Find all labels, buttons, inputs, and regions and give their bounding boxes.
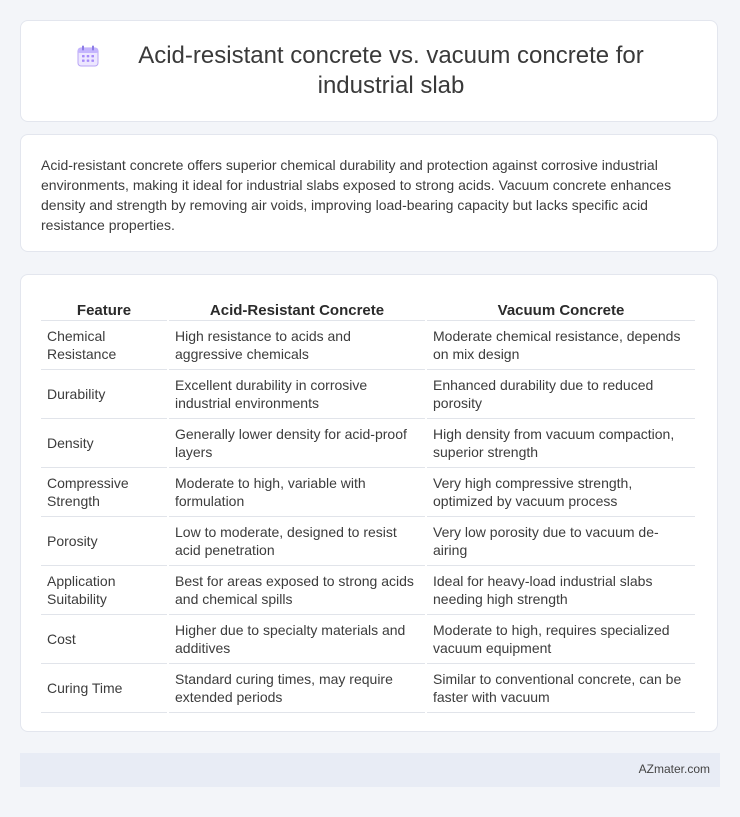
vacuum-cell: High density from vacuum compaction, superior strength (427, 419, 695, 468)
acid-resistant-cell: High resistance to acids and aggressive chemicals (169, 321, 425, 370)
feature-cell: Application Suitability (41, 566, 167, 615)
page-title: Acid-resistant concrete vs. vacuum concrete for industrial slab (138, 42, 644, 99)
vacuum-cell: Similar to conventional concrete, can be faster with vacuum (427, 664, 695, 713)
table-row (41, 419, 695, 468)
title-card (20, 20, 718, 122)
feature-cell: Durability (41, 370, 167, 419)
table-row (41, 468, 695, 517)
acid-resistant-cell: Generally lower density for acid-proof layers (169, 419, 425, 468)
vacuum-cell: Very high compressive strength, optimized by vacuum process (427, 468, 695, 517)
table-row (41, 517, 695, 566)
summary-text: Acid-resistant concrete offers superior chemical durability and protection against corrosive industrial environments, making it ideal for industrial slabs exposed to strong acids. Vacuum concrete enhances density and strength by removing air voids, improving load-bearing capacity but lacks specific acid resistance properties. (41, 157, 672, 233)
header-acid-resistant: Acid-Resistant Concrete (169, 295, 425, 321)
feature-cell: Chemical Resistance (41, 321, 167, 370)
table-row (41, 615, 695, 664)
acid-resistant-cell: Excellent durability in corrosive industrial environments (169, 370, 425, 419)
table-row (41, 321, 695, 370)
vacuum-cell: Very low porosity due to vacuum de-airing (427, 517, 695, 566)
feature-cell: Compressive Strength (41, 468, 167, 517)
comparison-table (39, 295, 697, 713)
table-row (41, 566, 695, 615)
title-wrap (69, 41, 669, 101)
feature-cell: Curing Time (41, 664, 167, 713)
acid-resistant-cell: Standard curing times, may require extended periods (169, 664, 425, 713)
header-vacuum: Vacuum Concrete (427, 295, 695, 321)
vacuum-cell: Moderate chemical resistance, depends on mix design (427, 321, 695, 370)
footer-brand: AZmater.com (638, 762, 710, 776)
table-row (41, 664, 695, 713)
calendar-icon (77, 45, 99, 67)
comparison-table-card (20, 274, 718, 732)
table-row (41, 370, 695, 419)
acid-resistant-cell: Low to moderate, designed to resist acid penetration (169, 517, 425, 566)
footer-bar (20, 753, 720, 787)
vacuum-cell: Moderate to high, requires specialized vacuum equipment (427, 615, 695, 664)
vacuum-cell: Enhanced durability due to reduced porosity (427, 370, 695, 419)
acid-resistant-cell: Best for areas exposed to strong acids and chemical spills (169, 566, 425, 615)
feature-cell: Density (41, 419, 167, 468)
table-header-row (41, 295, 695, 321)
summary-card (20, 134, 718, 252)
feature-cell: Porosity (41, 517, 167, 566)
vacuum-cell: Ideal for heavy-load industrial slabs needing high strength (427, 566, 695, 615)
acid-resistant-cell: Moderate to high, variable with formulation (169, 468, 425, 517)
feature-cell: Cost (41, 615, 167, 664)
acid-resistant-cell: Higher due to specialty materials and additives (169, 615, 425, 664)
header-feature: Feature (41, 295, 167, 321)
